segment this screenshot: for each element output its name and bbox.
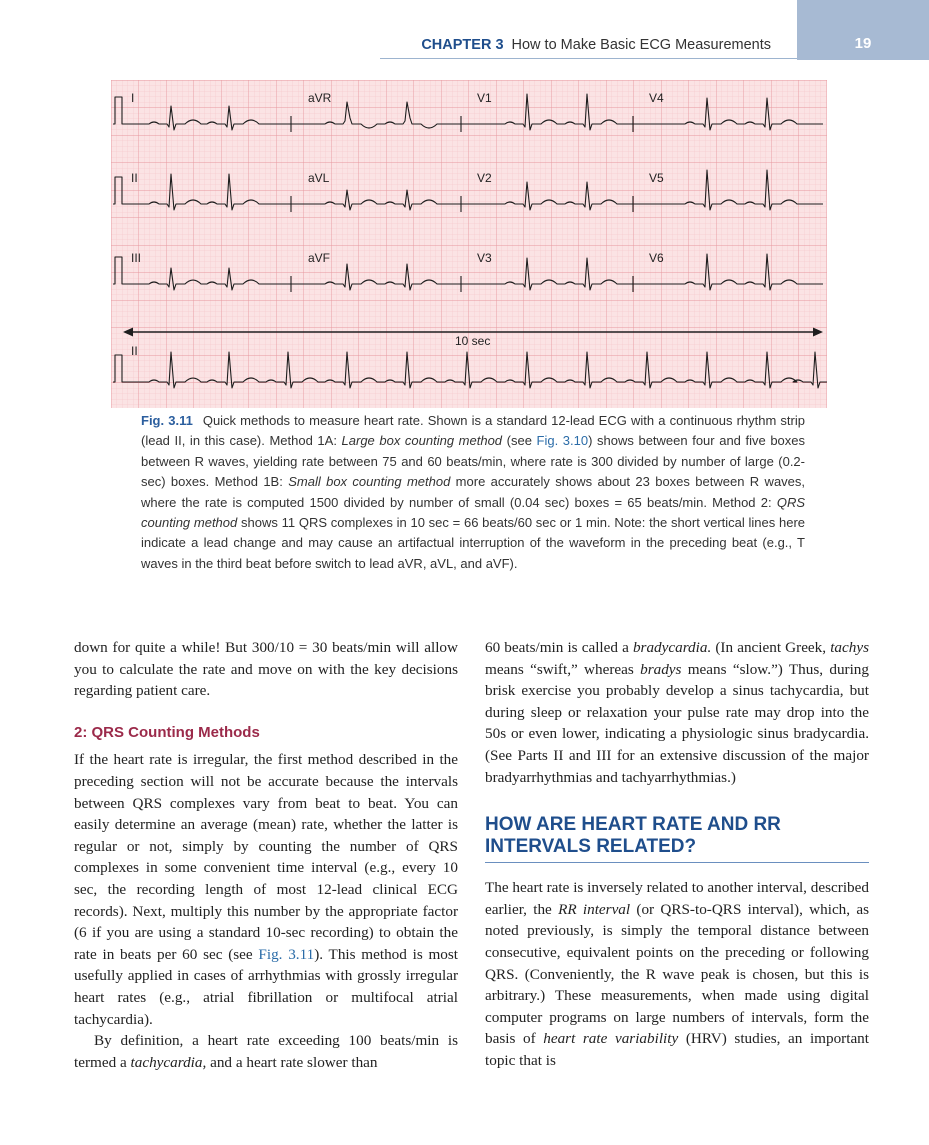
header-rule <box>380 58 797 59</box>
caption-method-1b: Small box counting method <box>288 474 451 490</box>
term-bradycardia: bradycardia. <box>632 639 712 656</box>
running-header-text <box>421 37 771 53</box>
paragraph: down for quite a while! But 300/10 = 30 beats/min will allow you to calculate the rate and move on with the key decisions regarding patient care. <box>74 639 458 700</box>
lead-label-V4: V4 <box>649 91 664 105</box>
caption-text: ) shows between four and five boxes between R waves, yielding rate between 75 and 60 beats/min, where rate is 300 divided by number of large (0.2-sec) boxes. Method 1B: <box>141 433 806 490</box>
paragraph-text: and a heart rate slower than <box>206 1053 378 1071</box>
caption-text: Quick methods to measure heart rate. Shown is a standard 12-lead ECG with a continuous rhythm strip (lead II, in this case). Method 1A: <box>141 413 805 449</box>
paragraph-text: By definition, a heart rate exceeding 100 beats/min is termed a <box>74 1032 458 1071</box>
chapter-title: How to Make Basic ECG Measurements <box>511 37 771 53</box>
caption-method-1a: Large box counting method <box>341 433 503 449</box>
term-heart-rate-variability: heart rate variability <box>543 1030 679 1048</box>
caption-text: more accurately shows about 23 boxes between R waves, where the rate is computed 1500 divided by number of small (0.04 sec) boxes = 65 beats/min. Method 2: <box>141 474 806 510</box>
lead-label-V6: V6 <box>649 251 664 265</box>
paragraph <box>485 877 869 1071</box>
figure-number: Fig. 3.11 <box>141 413 193 428</box>
lead-label-III: III <box>131 251 142 265</box>
ecg-grid <box>111 80 827 408</box>
caption-text: (see <box>502 433 537 449</box>
term-tachys: tachys <box>830 639 869 656</box>
lead-label-aVR: aVR <box>308 91 332 105</box>
paragraph-text: If the heart rate is irregular, the first method described in the preceding section will not be accurate because the intervals between QRS complexes vary from beat to beat. You can easily determine an average (mean) rate, whether the latter is regular or not, simply by counting the number of QRS complexes in some convenient time interval (e.g., every 10 sec, the recording length of most 12-lead clinical ECG records). Next, multiply this number by the appropriate factor (6 if you are using a standard 10-sec recording) to obtain the rate in beats per 60 sec (see <box>74 751 458 963</box>
term-tachycardia: tachycardia, <box>130 1053 207 1071</box>
paragraph-text: means “slow.”) Thus, during brisk exercise you probably develop a sinus tachycardia, but during sleep or relaxation your pulse rate may drop into the 50s or even lower, indicating a physiologic sinus bradycardia. (See Parts II and III for an extensive discussion of the major bradyarrhythmias and tachyarrhythmias.) <box>485 660 869 786</box>
lead-label-I: I <box>131 91 135 105</box>
right-column <box>485 637 869 1072</box>
lead-label-II: II <box>131 171 138 185</box>
paragraph-text: (HRV) studies, an important topic that is <box>485 1030 869 1069</box>
paragraph-text: means “swift,” whereas <box>485 660 641 678</box>
figure-caption <box>141 411 805 574</box>
lead-label-V1: V1 <box>477 91 492 105</box>
ecg-12-lead-tracing <box>111 80 827 408</box>
duration-label: 10 sec <box>455 334 491 348</box>
lead-label-V2: V2 <box>477 171 492 185</box>
figure-reference-link[interactable]: Fig. 3.10 <box>536 433 589 449</box>
term-bradys: bradys <box>640 660 682 678</box>
left-column <box>74 637 458 1073</box>
lead-label-aVF: aVF <box>308 251 331 265</box>
term-rr-interval: RR interval <box>558 900 631 918</box>
page-number-tab <box>797 0 929 60</box>
lead-label-V5: V5 <box>649 171 664 185</box>
lead-label-V3: V3 <box>477 251 492 265</box>
paragraph <box>74 749 458 1030</box>
paragraph-text: 60 beats/min is called a <box>485 639 633 656</box>
paragraph-text: ). This method is most usefully applied in cases of arrhythmias with grossly irregular heart rates (e.g., atrial fibrillation or multifocal atrial tachycardia). <box>74 945 459 1028</box>
lead-label-rhythm-II: II <box>131 344 138 358</box>
figure-reference-link[interactable]: Fig. 3.11 <box>258 945 315 963</box>
paragraph-text: (or QRS-to-QRS interval), which, as noted previously, is simply the temporal distance between consecutive, equivalent points on the preceding or following QRS. (Conveniently, the R wave peak is chosen, but this is arbitrary.) These measurements, when made using digital computer programs on large numbers of intervals, form the basis of <box>485 900 869 1048</box>
page-number: 19 <box>854 35 872 52</box>
section-heading-main: HOW ARE HEART RATE AND RR INTERVALS RELATED? <box>485 814 869 863</box>
caption-text: shows 11 QRS complexes in 10 sec = 66 beats/60 sec or 1 min. Note: the short vertical lines here indicate a lead change and may cause an artifactual interruption of the waveform in the preceding beat (e.g., T waves in the third beat before switch to lead aVR, aVL, and aVF). <box>141 515 806 571</box>
paragraph-text: (In ancient Greek, <box>711 639 831 656</box>
ecg-figure <box>111 80 827 408</box>
lead-label-aVL: aVL <box>308 171 330 185</box>
paragraph <box>74 1030 458 1073</box>
paragraph-text: The heart rate is inversely related to another interval, described earlier, the <box>485 879 869 918</box>
running-header <box>0 0 929 60</box>
chapter-label: CHAPTER 3 <box>421 37 504 53</box>
paragraph <box>485 637 869 788</box>
caption-method-2: QRS counting method <box>141 494 805 531</box>
section-heading: 2: QRS Counting Methods <box>74 723 260 741</box>
